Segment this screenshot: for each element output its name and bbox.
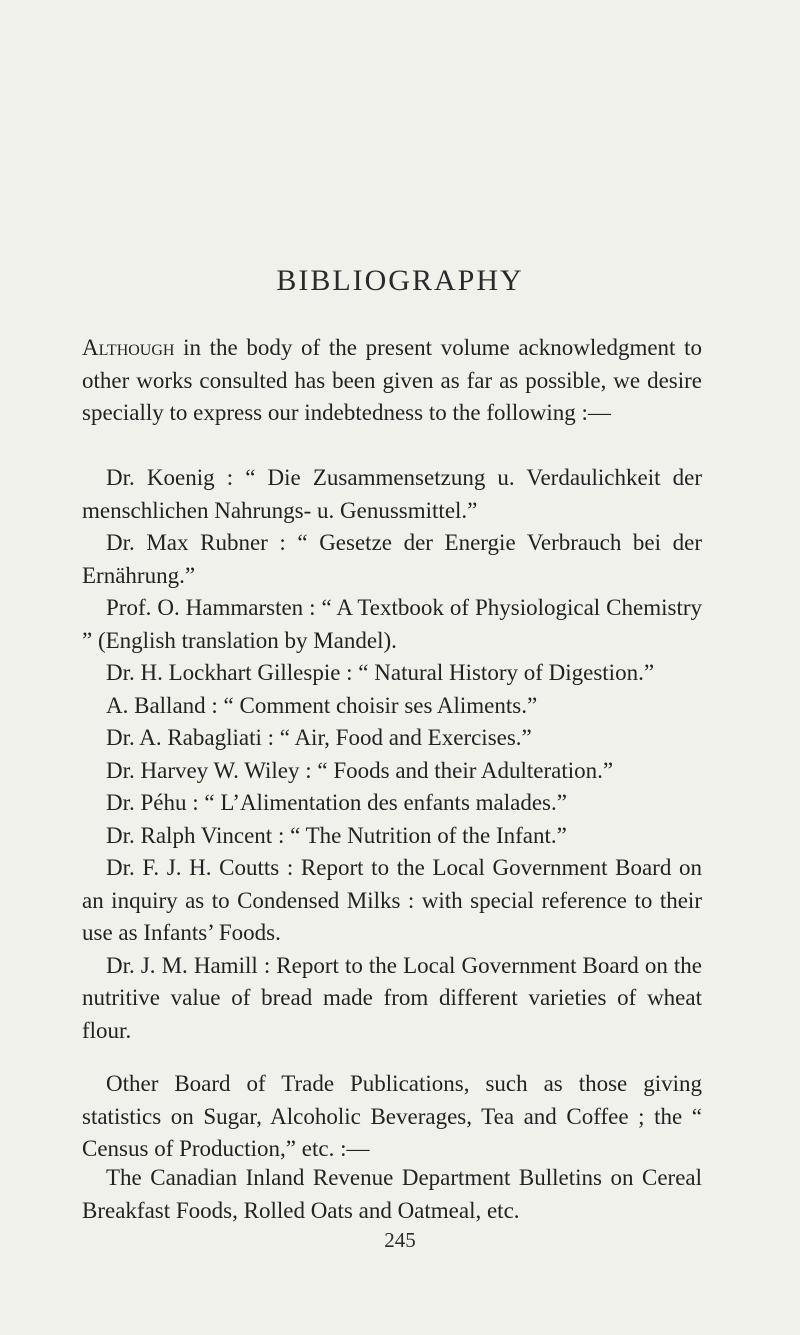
reference-item-pehu: Dr. Péhu : “ L’Alimentation des enfants malades.” (106, 790, 567, 815)
page-number: 245 (384, 1228, 416, 1252)
canadian-bulletins-paragraph: The Canadian Inland Revenue Department Bulletins on Cereal Breakfast Foods, Rolled Oats and Oatmeal, etc. (82, 1165, 702, 1223)
intro-text: in the body of the present volume acknowledgment to other works consulted has been given as far as possible, we desire specially to express our indebtedness to the following :— (82, 335, 702, 425)
reference-item-coutts: Dr. F. J. H. Coutts : Report to the Local Government Board on an inquiry as to Condensed Milks : with special reference to their use as Infants’ Foods. (82, 855, 702, 945)
reference-item-hamill: Dr. J. M. Hamill : Report to the Local Government Board on the nutritive value of bread made from different varieties of wheat flour. (82, 952, 702, 1043)
reference-item-gillespie: Dr. H. Lockhart Gillespie : “ Natural History of Digestion.” (106, 660, 655, 685)
intro-paragraph (82, 332, 702, 430)
other-publications-block (82, 1068, 702, 1166)
page-title: BIBLIOGRAPHY (276, 264, 524, 297)
reference-list (82, 462, 702, 1047)
reference-item-vincent: Dr. Ralph Vincent : “ The Nutrition of the Infant.” (106, 822, 567, 848)
reference-item-rabagliati: Dr. A. Rabagliati : “ Air, Food and Exercises.” (106, 725, 532, 750)
reference-item-wiley: Dr. Harvey W. Wiley : “ Foods and their Adulteration.” (106, 757, 614, 783)
reference-item-rubner: Dr. Max Rubner : “ Gesetze der Energie Verbrauch bei der Ernährung.” (82, 530, 702, 588)
intro-lead-word: Although (82, 335, 175, 360)
reference-item-balland: A. Balland : “ Comment choisir ses Aliments.” (106, 692, 538, 718)
other-publications-paragraph: Other Board of Trade Publications, such as those giving statistics on Sugar, Alcoholic Beverages, Tea and Coffee ; the “ Census of Production,” etc. :— (82, 1071, 702, 1161)
reference-item-koenig: Dr. Koenig : “ Die Zusammensetzung u. Verdaulichkeit der menschlichen Nahrungs- u. Genussmittel.” (82, 465, 702, 523)
reference-item-hammarsten: Prof. O. Hammarsten : “ A Textbook of Physiological Chemistry ” (English translation by Mandel). (82, 595, 702, 653)
canadian-bulletins-block (82, 1162, 702, 1227)
